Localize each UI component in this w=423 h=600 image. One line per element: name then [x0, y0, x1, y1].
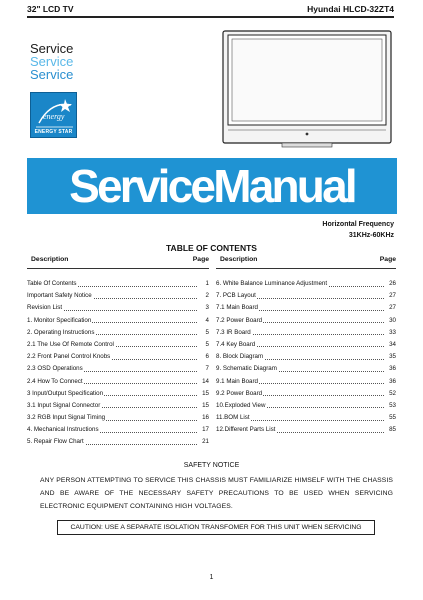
- toc-entry-label: 3 Input/Output Specification: [27, 389, 104, 397]
- toc-entry-label: 2. Operating Instructions: [27, 328, 95, 336]
- toc-entry-page: 21: [202, 438, 209, 446]
- col-page-label: Page: [379, 256, 396, 263]
- toc-column-header: [27, 256, 209, 268]
- toc-entry-page: 85: [389, 426, 396, 434]
- toc-entry[interactable]: [216, 425, 396, 437]
- toc-entry-page: 34: [389, 340, 396, 348]
- toc-entry[interactable]: [216, 291, 396, 303]
- toc-entry-label: 7. PCB Layout: [216, 292, 256, 300]
- toc-entry[interactable]: [27, 279, 209, 291]
- header-rule: [27, 16, 394, 18]
- energy-star-logo: [30, 92, 77, 138]
- header-model: Hyundai HLCD-32ZT4: [307, 4, 394, 14]
- lcd-tv-illustration: [222, 30, 392, 148]
- toc-entry-label: 7.2 Power Board: [216, 316, 263, 324]
- toc-entry-page: 7: [205, 365, 209, 373]
- toc-entry-page: 4: [205, 316, 209, 324]
- toc-entry-page: 14: [202, 377, 209, 385]
- toc-entry-label: 11.BOM List: [216, 414, 250, 422]
- toc-entry-label: 3.2 RGB Input Signal Timing: [27, 414, 106, 422]
- toc-entry[interactable]: [27, 437, 209, 449]
- safety-notice-title: SAFETY NOTICE: [183, 462, 240, 469]
- toc-entry-label: 7.1 Main Board: [216, 304, 258, 312]
- toc-entry-page: 52: [389, 389, 396, 397]
- toc-entry[interactable]: [216, 389, 396, 401]
- frequency-label: Horizontal Frequency: [322, 221, 394, 228]
- toc-entry-label: 10.Exploded View: [216, 401, 266, 409]
- page-number: 1: [209, 574, 214, 581]
- toc-header-rule: [216, 268, 396, 269]
- col-description-label: Description: [220, 256, 258, 263]
- toc-entry-label: 7.3 IR Board: [216, 328, 251, 336]
- toc-entry-page: 55: [389, 414, 396, 422]
- toc-entry[interactable]: [216, 340, 396, 352]
- toc-entry-label: 2.1 The Use Of Remote Control: [27, 340, 114, 348]
- toc-entry[interactable]: [27, 352, 209, 364]
- toc-entry-page: 27: [389, 304, 396, 312]
- toc-entry[interactable]: [216, 364, 396, 376]
- toc-column-right: [216, 256, 396, 437]
- toc-entry-page: 30: [389, 316, 396, 324]
- toc-entry-page: 15: [202, 401, 209, 409]
- energy-script: energy: [43, 112, 65, 121]
- toc-entry-label: 9.2 Power Board: [216, 389, 263, 397]
- toc-title: TABLE OF CONTENTS: [166, 243, 257, 253]
- toc-entry-label: 5. Repair Flow Chart: [27, 438, 84, 446]
- toc-entry[interactable]: [27, 389, 209, 401]
- toc-entry-label: 3.1 Input Signal Connector: [27, 401, 101, 409]
- toc-entry[interactable]: [216, 413, 396, 425]
- toc-entry[interactable]: [216, 328, 396, 340]
- header-product: 32" LCD TV: [27, 4, 74, 14]
- toc-entry[interactable]: [27, 401, 209, 413]
- toc-column-header: [216, 256, 396, 268]
- toc-column-left: [27, 256, 209, 450]
- energy-star-label: ENERGY STAR: [34, 129, 73, 135]
- toc-entry-page: 16: [202, 414, 209, 422]
- service-word-2: Service: [30, 54, 74, 69]
- toc-entry-label: 7.4 Key Board: [216, 340, 256, 348]
- toc-entry[interactable]: [216, 279, 396, 291]
- toc-entry-page: 17: [202, 426, 209, 434]
- frequency-value: 31KHz-60KHz: [348, 232, 394, 239]
- toc-entry-page: 26: [389, 280, 396, 287]
- toc-entry[interactable]: [216, 377, 396, 389]
- toc-header-rule: [27, 268, 209, 269]
- toc-entry-page: 35: [389, 353, 396, 361]
- toc-entry-page: 6: [205, 353, 209, 361]
- toc-entry[interactable]: [27, 364, 209, 376]
- toc-entry-page: 36: [389, 365, 396, 373]
- toc-entry-label: Revision List: [27, 304, 63, 312]
- banner-title: ServiceManual: [69, 160, 355, 212]
- service-word-3: Service: [30, 67, 74, 82]
- service-manual-banner: [27, 158, 397, 214]
- toc-entry-page: 33: [389, 328, 396, 336]
- toc-entry-page: 1: [205, 280, 209, 287]
- caution-box: CAUTION: USE A SEPARATE ISOLATION TRANSFOMER FOR THIS UNIT WHEN SERVICING: [57, 520, 375, 535]
- toc-entry-label: 8. Block Diagram: [216, 353, 264, 361]
- toc-entry[interactable]: [27, 377, 209, 389]
- toc-entry-label: 4. Mechanical Instructions: [27, 426, 99, 434]
- toc-entry-page: 5: [205, 328, 209, 336]
- toc-entry[interactable]: [216, 401, 396, 413]
- safety-notice-body: ANY PERSON ATTEMPTING TO SERVICE THIS CHASSIS MUST FAMILIARIZE HIMSELF WITH THE CHASSIS AND BE AWARE OF THE NECESSARY SAFETY PRECAUTIONS TO BE USED WHEN SERVICING ELECTRONIC EQUIPMENT CONTAINING HIGH VOLTAGES.: [40, 477, 393, 510]
- col-description-label: Description: [31, 256, 69, 263]
- toc-entry[interactable]: [27, 316, 209, 328]
- col-page-label: Page: [192, 256, 209, 263]
- toc-entry-page: 27: [389, 292, 396, 300]
- toc-entry-label: Table Of Contents: [27, 280, 77, 287]
- toc-entry-label: 9. Schematic Diagram: [216, 365, 277, 373]
- toc-entry[interactable]: [216, 352, 396, 364]
- toc-entry-label: 2.4 How To Connect: [27, 377, 83, 385]
- toc-entry-label: 1. Monitor Specification: [27, 316, 92, 324]
- toc-entry-label: 6. White Balance Luminance Adjustment: [216, 280, 328, 287]
- toc-entry-label: Important Safety Notice: [27, 292, 92, 300]
- toc-entry-page: 36: [389, 377, 396, 385]
- toc-entry-label: 2.2 Front Panel Control Knobs: [27, 353, 111, 361]
- service-word-1: Service: [30, 41, 74, 56]
- toc-entry-page: 53: [389, 401, 396, 409]
- toc-entry[interactable]: [216, 316, 396, 328]
- toc-entry[interactable]: [27, 413, 209, 425]
- toc-entry[interactable]: [216, 303, 396, 315]
- toc-entry[interactable]: [27, 425, 209, 437]
- toc-entry[interactable]: [27, 303, 209, 315]
- toc-entry[interactable]: [27, 340, 209, 352]
- toc-entry[interactable]: [27, 291, 209, 303]
- toc-entry-label: 9.1 Main Board: [216, 377, 258, 385]
- toc-entry[interactable]: [27, 328, 209, 340]
- toc-entry-page: 2: [205, 292, 209, 300]
- toc-entry-page: 15: [202, 389, 209, 397]
- toc-entry-label: 12.Different Parts List: [216, 426, 276, 434]
- toc-entry-page: 5: [205, 340, 209, 348]
- toc-entry-label: 2.3 OSD Operations: [27, 365, 83, 373]
- toc-entry-page: 3: [205, 304, 209, 312]
